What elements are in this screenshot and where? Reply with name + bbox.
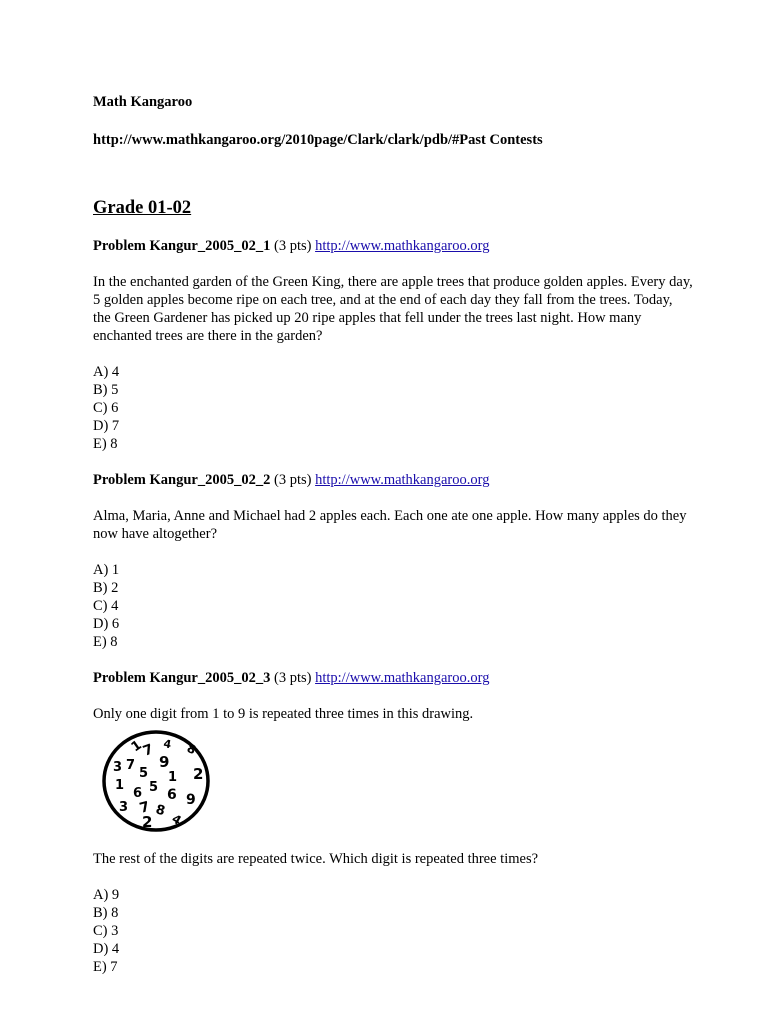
figure-digit: 2	[142, 813, 153, 831]
figure-digit: 5	[139, 766, 149, 781]
problem-1-link[interactable]: http://www.mathkangaroo.org	[315, 238, 490, 254]
figure-digit: 3	[113, 760, 123, 775]
problem-2-header	[93, 471, 693, 489]
choice-a: A) 1	[93, 562, 120, 578]
figure-digit: 3	[119, 800, 129, 815]
figure-digit: 7	[137, 798, 152, 817]
choice-c: C) 4	[93, 598, 119, 614]
figure-digit: 9	[186, 792, 196, 808]
problem-2-name: Problem Kangur_2005_02_2	[93, 472, 271, 488]
figure-digit: 1	[128, 737, 145, 756]
figure-digit: 7	[140, 741, 156, 760]
problem-1-text: In the enchanted garden of the Green King, there are apple trees that produce golden apples. Every day, 5 golden apples become ripe on each tree, and at the end of each day they fall from the trees. Today, the Green Gardener has picked up 20 ripe apples that fell under the trees last night. How many enchanted trees are there in the garden?	[93, 274, 693, 344]
figure-digit: 8	[184, 741, 199, 758]
problem-1-header	[93, 237, 693, 255]
choice-d: D) 7	[93, 418, 120, 434]
document-title: Math Kangaroo	[93, 94, 193, 110]
problem-3-name: Problem Kangur_2005_02_3	[93, 670, 271, 686]
problem-2-choices	[93, 561, 693, 651]
figure-digit: 8	[153, 802, 167, 820]
choice-b: B) 2	[93, 580, 119, 596]
problem-1-name: Problem Kangur_2005_02_1	[93, 238, 271, 254]
figure-digit: 7	[126, 758, 136, 773]
choice-b: B) 8	[93, 905, 119, 921]
figure-digit: 1	[168, 770, 178, 785]
grade-heading: Grade 01-02	[93, 198, 192, 218]
choice-d: D) 6	[93, 616, 120, 632]
figure-digit: 1	[115, 778, 125, 793]
figure-digit: 2	[193, 765, 204, 783]
problem-1-choices	[93, 363, 693, 453]
figure-digit: 4	[162, 737, 173, 752]
choice-c: C) 3	[93, 923, 119, 939]
digit-circle-figure	[101, 729, 211, 833]
choice-e: E) 7	[93, 959, 118, 975]
problem-3-header	[93, 669, 693, 687]
choice-b: B) 5	[93, 382, 119, 398]
figure-digit: 6	[133, 786, 143, 801]
problem-3-text: Only one digit from 1 to 9 is repeated three times in this drawing.	[93, 706, 474, 722]
problem-2-link[interactable]: http://www.mathkangaroo.org	[315, 472, 490, 488]
figure-digit: 9	[159, 753, 170, 771]
document-page	[93, 91, 693, 976]
problem-2-text: Alma, Maria, Anne and Michael had 2 apples each. Each one ate one apple. How many apples do they now have altogether?	[93, 508, 687, 542]
choice-e: E) 8	[93, 634, 118, 650]
choice-d: D) 4	[93, 941, 120, 957]
problem-2-points: (3 pts)	[273, 472, 312, 488]
problem-3-link[interactable]: http://www.mathkangaroo.org	[315, 670, 490, 686]
choice-a: A) 4	[93, 364, 120, 380]
source-url: http://www.mathkangaroo.org/2010page/Clark/clark/pdb/#Past Contests	[93, 132, 543, 148]
figure-digit: 6	[167, 787, 177, 803]
figure-digit: 4	[169, 811, 184, 828]
choice-a: A) 9	[93, 887, 120, 903]
problem-1-points: (3 pts)	[273, 238, 312, 254]
figure-digit: 5	[149, 780, 159, 795]
problem-3-question: The rest of the digits are repeated twice. Which digit is repeated three times?	[93, 851, 539, 867]
problem-3-points: (3 pts)	[273, 670, 312, 686]
choice-c: C) 6	[93, 400, 119, 416]
choice-e: E) 8	[93, 436, 118, 452]
problem-3-choices	[93, 886, 693, 976]
